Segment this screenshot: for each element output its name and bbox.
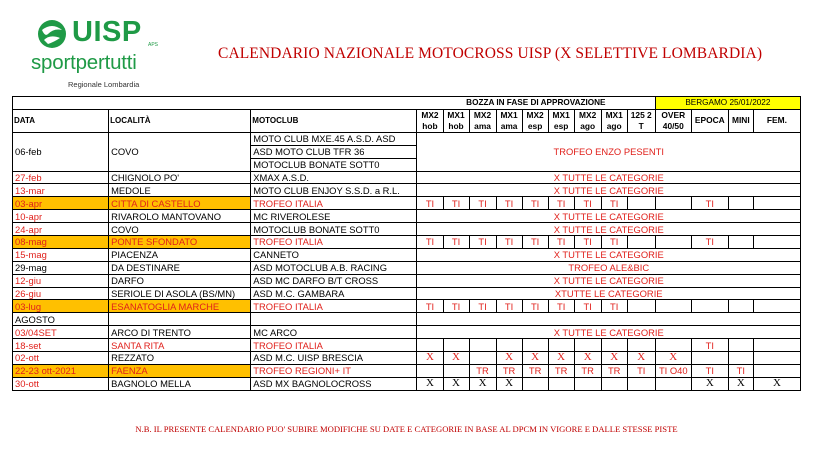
category-cell: TI [574,300,601,313]
event-note: X TUTTE LE CATEGORIE [417,326,801,339]
category-cell: X [728,377,753,390]
header-mx2-ago: MX2 ago [574,109,601,132]
event-date: 24-apr [13,223,109,236]
category-cell [753,236,800,249]
event-club: ASD MOTO CLUB TFR 36 [251,145,417,158]
category-cell: X [601,352,627,365]
event-row [13,171,801,184]
event-date: 26-giu [13,287,109,300]
event-row [13,339,801,352]
uisp-logo [30,14,170,94]
event-location: BAGNOLO MELLA [109,377,251,390]
calendar-table [12,96,801,391]
header-over-40-50: OVER 40/50 [655,109,691,132]
category-cell [601,377,627,390]
category-cell: X [574,352,601,365]
category-cell [753,339,800,352]
event-club: MC RIVEROLESE [251,210,417,223]
event-row [13,248,801,261]
event-row [13,223,801,236]
category-cell: TI [548,236,574,249]
category-cell [548,339,574,352]
event-note: TROFEO ENZO PESENTI [417,132,801,171]
header-row [13,109,801,132]
logo-region: Regionale Lombardia [68,80,140,89]
category-cell: X [627,352,655,365]
category-cell [691,300,728,313]
footer-note: N.B. IL PRESENTE CALENDARIO PUO' SUBIRE MODIFICHE SU DATE E CATEGORIE IN BASE AL DPCM IN VIGORE E DALLE STESSE PISTE [135,424,678,434]
category-cell [469,339,496,352]
event-club: TROFEO ITALIA [251,300,417,313]
header-motoclub: MOTOCLUB [251,109,417,132]
header-mx2-ama: MX2 ama [469,109,496,132]
category-cell: TI [443,197,469,210]
event-club: ASD M.C. UISP BRESCIA [251,352,417,365]
event-location: ESANATOGLIA MARCHE [109,300,251,313]
category-cell: X [443,377,469,390]
event-row [13,377,801,390]
category-cell [728,352,753,365]
category-cell: TI [522,197,548,210]
event-date: 03-lug [13,300,109,313]
category-cell: TI [691,236,728,249]
event-club: MOTO CLUB MXE.45 A.S.D. ASD [251,132,417,145]
event-club: TROFEO ITALIA [251,236,417,249]
category-cell [691,352,728,365]
event-location: ARCO DI TRENTO [109,326,251,339]
event-location: MEDOLE [109,184,251,197]
category-cell: TI [548,300,574,313]
category-cell [627,197,655,210]
event-date: 18-set [13,339,109,352]
category-cell [417,364,443,377]
category-cell: TI [522,300,548,313]
category-cell: X [417,377,443,390]
event-date: 02-ott [13,352,109,365]
category-cell: X [753,377,800,390]
blank-cell [251,97,417,110]
event-row [13,300,801,313]
uisp-globe-icon [36,18,68,50]
category-cell: X [417,352,443,365]
event-row [13,352,801,365]
event-row [13,184,801,197]
category-cell: TI [496,300,522,313]
header-mini: MINI [728,109,753,132]
category-cell: TI [443,236,469,249]
header-mx2-hob: MX2 hob [417,109,443,132]
category-cell [574,377,601,390]
logo-aps: APS [148,42,159,48]
logo-brand: UISP [72,16,142,48]
category-cell [753,197,800,210]
category-cell [728,236,753,249]
category-cell [753,300,800,313]
category-cell: X [443,352,469,365]
event-date: 12-giu [13,274,109,287]
event-note: X TUTTE LE CATEGORIE [417,210,801,223]
header-mx1-ago: MX1 ago [601,109,627,132]
event-date: 06-feb [13,132,109,171]
header-fem: FEM. [753,109,800,132]
category-cell: X [496,352,522,365]
event-row-covo-feb [13,132,801,145]
event-date: 10-apr [13,210,109,223]
event-date: 03/04SET [13,326,109,339]
event-location: COVO [109,223,251,236]
header-mx1-esp: MX1 esp [548,109,574,132]
category-cell: TI [469,236,496,249]
category-cell [655,197,691,210]
event-location: CITTA DI CASTELLO [109,197,251,210]
category-cell [627,300,655,313]
event-club: CANNETO [251,248,417,261]
category-cell: TI [548,197,574,210]
event-location: DARFO [109,274,251,287]
event-row [13,261,801,274]
header-mx1-hob: MX1 hob [443,109,469,132]
event-note: X TUTTE LE CATEGORIE [417,223,801,236]
category-cell [655,236,691,249]
event-club [251,313,417,326]
event-club: MOTOCLUB BONATE SOTT0 [251,223,417,236]
category-cell [522,339,548,352]
blank-cell [109,97,251,110]
event-row [13,210,801,223]
event-club: TROFEO ITALIA [251,339,417,352]
category-cell: TR [548,364,574,377]
event-club: MOTO CLUB ENJOY S.S.D. a R.L. [251,184,417,197]
category-cell: X [469,377,496,390]
category-cell [627,339,655,352]
event-row [13,364,801,377]
category-cell [728,197,753,210]
event-date: 03-apr [13,197,109,210]
category-cell: X [496,377,522,390]
category-cell: TI [496,236,522,249]
header-125-2t: 125 2 T [627,109,655,132]
category-cell: TR [574,364,601,377]
header-mx2-esp: MX2 esp [522,109,548,132]
category-cell: TI [574,197,601,210]
event-date: 29-mag [13,261,109,274]
event-note: X TUTTE LE CATEGORIE [417,248,801,261]
category-cell: TI [601,197,627,210]
category-cell: TI [574,236,601,249]
event-row [13,197,801,210]
event-note: XTUTTE LE CATEGORIE [417,287,801,300]
event-location: REZZATO [109,352,251,365]
category-cell [601,339,627,352]
category-cell: TI [691,364,728,377]
category-cell: TI [417,236,443,249]
event-note: X TUTTE LE CATEGORIE [417,274,801,287]
event-note: TROFEO ALE&BIC [417,261,801,274]
category-cell: TI [469,300,496,313]
event-date: 27-feb [13,171,109,184]
event-location: FAENZA [109,364,251,377]
event-club: ASD MC DARFO B/T CROSS [251,274,417,287]
category-cell: X [548,352,574,365]
category-cell: TI [601,236,627,249]
category-cell: TI [443,300,469,313]
event-location: RIVAROLO MANTOVANO [109,210,251,223]
category-cell: TR [469,364,496,377]
event-location: DA DESTINARE [109,261,251,274]
category-cell: TI [728,364,753,377]
event-date: 30-ott [13,377,109,390]
category-cell: TI [627,364,655,377]
header-mx1-ama: MX1 ama [496,109,522,132]
event-row [13,313,801,326]
category-cell [753,352,800,365]
event-location: PONTE SFONDATO [109,236,251,249]
event-date: 13-mar [13,184,109,197]
category-cell: TI [417,300,443,313]
category-cell: TI [601,300,627,313]
event-club: ASD MX BAGNOLOCROSS [251,377,417,390]
event-club: XMAX A.S.D. [251,171,417,184]
category-cell: TI [522,236,548,249]
category-cell [496,339,522,352]
category-cell [753,364,800,377]
category-cell [469,352,496,365]
event-club: MOTOCLUB BONATE SOTT0 [251,158,417,171]
category-cell [655,377,691,390]
event-location: COVO [109,132,251,171]
category-cell: X [691,377,728,390]
category-cell [548,377,574,390]
header-date: DATA [13,109,109,132]
category-cell: TI [496,197,522,210]
category-cell: X [655,352,691,365]
draft-label: BOZZA IN FASE DI APPROVAZIONE [417,97,655,110]
event-row [13,326,801,339]
event-row [13,236,801,249]
category-cell [443,364,469,377]
logo-tagline: sportpertutti [31,51,137,74]
category-cell: TI [691,197,728,210]
event-club: ASD M.C. GAMBARA [251,287,417,300]
category-cell [627,236,655,249]
category-cell: TI [417,197,443,210]
event-note: X TUTTE LE CATEGORIE [417,184,801,197]
event-location [109,313,251,326]
event-date: 15-mag [13,248,109,261]
page-title: CALENDARIO NAZIONALE MOTOCROSS UISP (X SELETTIVE LOMBARDIA) [218,45,763,62]
event-club: MC ARCO [251,326,417,339]
category-cell: TR [522,364,548,377]
blank-cell [13,97,109,110]
event-location: SERIOLE DI ASOLA (BS/MN) [109,287,251,300]
event-row [13,274,801,287]
category-cell: X [522,352,548,365]
event-club: TROFEO REGIONI+ IT [251,364,417,377]
header-epoca: EPOCA [691,109,728,132]
category-cell [522,377,548,390]
header-location: LOCALITÀ [109,109,251,132]
date-stamp: BERGAMO 25/01/2022 [655,97,800,110]
event-note: X TUTTE LE CATEGORIE [417,171,801,184]
category-cell: TR [601,364,627,377]
event-row [13,287,801,300]
category-cell [728,300,753,313]
category-cell: TI O40 [655,364,691,377]
calendar-body [13,97,801,391]
event-date: AGOSTO [13,313,109,326]
category-cell: TI [469,197,496,210]
event-location: SANTA RITA [109,339,251,352]
category-cell [728,339,753,352]
event-location: CHIGNOLO PO' [109,171,251,184]
category-cell [417,339,443,352]
category-cell: TI [691,339,728,352]
category-cell [655,300,691,313]
event-club: TROFEO ITALIA [251,197,417,210]
category-cell [655,339,691,352]
event-club: ASD MOTOCLUB A.B. RACING [251,261,417,274]
draft-row [13,97,801,110]
category-cell [443,339,469,352]
event-location: PIACENZA [109,248,251,261]
event-date: 22-23 ott-2021 [13,364,109,377]
event-note [417,313,801,326]
event-date: 08-mag [13,236,109,249]
category-cell [627,377,655,390]
category-cell [574,339,601,352]
category-cell: TR [496,364,522,377]
